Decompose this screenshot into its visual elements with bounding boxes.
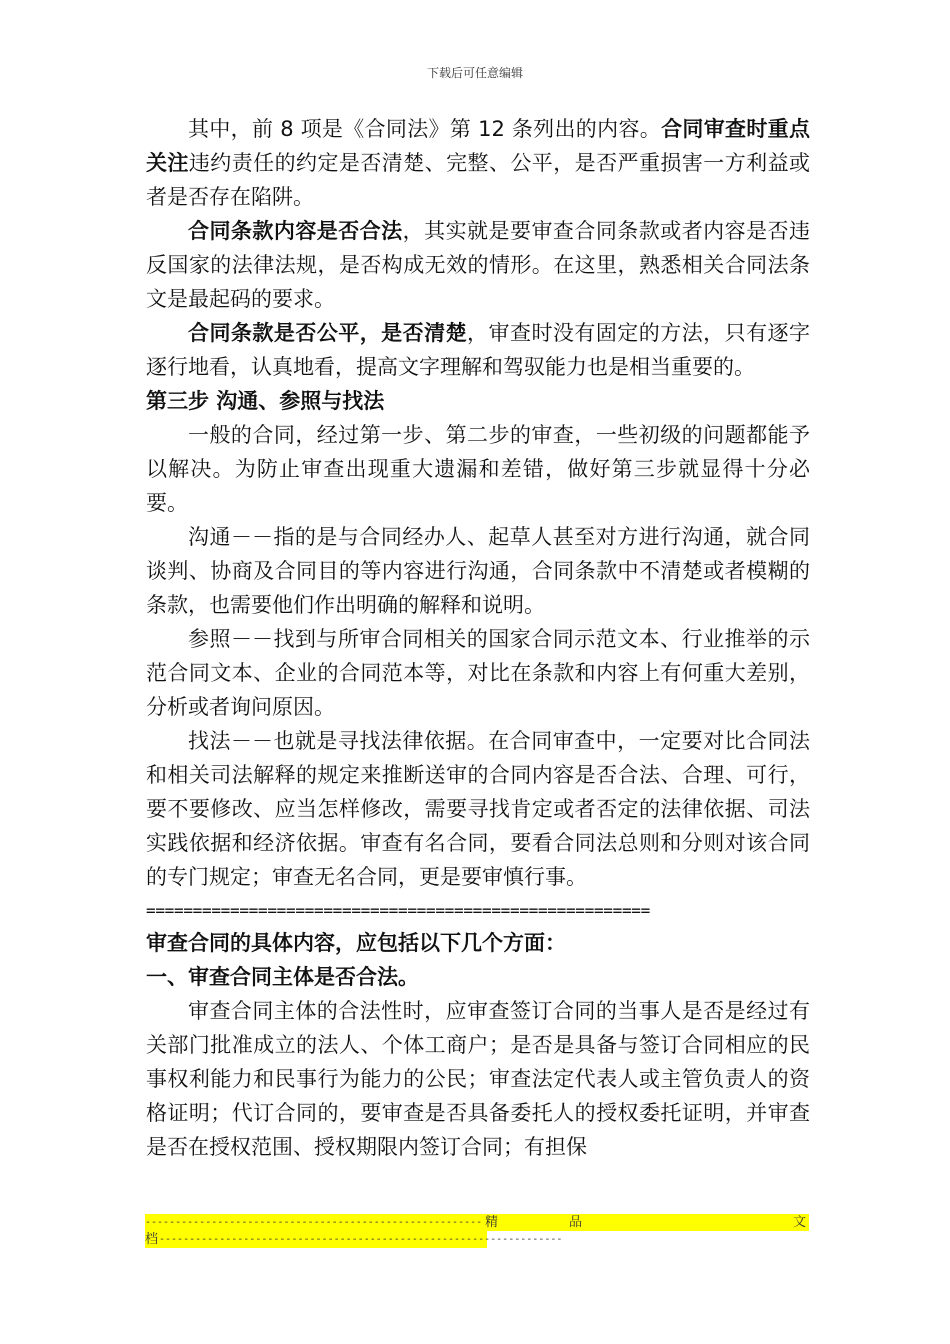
bold-text: 合同条款内容是否合法 [188,219,403,243]
document-body [146,112,810,1164]
paragraph-reference: 参照－－找到与所审合同相关的国家合同示范文本、行业推举的示范合同文本、企业的合同范本等，对比在条款和内容上有何重大差别，分析或者询问原因。 [146,627,810,719]
footer-char: 文 [793,1215,807,1230]
footer-char: 精 [485,1215,499,1230]
bold-text: 合同条款是否公平，是否清楚 [188,321,468,345]
paragraph-subject-legality: 审查合同主体的合法性时，应审查签订合同的当事人是否是经过有关部门批准成立的法人、个体工商户；是否是具备与签订合同相应的民事权利能力和民事行为能力的公民；审查法定代表人或主管负责人的资格证明；代订合同的，要审查是否具备委托人的授权委托证明，并审查是否在授权范围、授权期限内签订合同；有担保 [146,999,810,1159]
paragraph-legality [146,214,810,316]
text: 违约责任的约定是否清楚、完整、公平，是否严重损害一方利益或者是否存在陷阱。 [146,151,811,209]
header-note: 下载后可任意编辑 [426,66,523,80]
paragraph-communicate: 沟通－－指的是与合同经办人、起草人甚至对方进行沟通，就合同谈判、协商及合同目的等内容进行沟通，合同条款中不清楚或者模糊的条款，也需要他们作出明确的解释和说明。 [146,525,810,617]
divider-line: ====================================================== [146,901,650,920]
text: ，其实就是要审查合同条款或者内容是否违反国家的法律法规，是否构成无效的情形。在这里，熟悉相关合同法条文是最起码的要求。 [146,219,811,311]
paragraph-find-law: 找法－－也就是寻找法律依据。在合同审查中，一定要对比合同法和相关司法解释的规定来推断送审的合同内容是否合法、合理、可行，要不要修改、应当怎样修改，需要寻找肯定或者否定的法律依据、司法实践依据和经济依据。审查有名合同，要看合同法总则和分则对该合同的专门规定；审查无名合同，更是要审慎行事。 [146,729,810,889]
footer-line-1 [145,1214,809,1231]
footer-char: 档 [145,1232,159,1247]
heading-specific-content: 审查合同的具体内容，应包括以下几个方面： [146,931,566,955]
heading-section-one: 一、审查合同主体是否合法。 [146,965,419,989]
footer-banner [145,1214,809,1248]
text: 其中，前 8 项是《合同法》第 12 条列出的内容。 [188,117,662,141]
footer-dashes: -------------------------------------------------------- [145,1217,483,1228]
bold-text: 合同审查时重点关注 [146,117,810,175]
paragraph-step-three-intro: 一般的合同，经过第一步、第二步的审查，一些初级的问题都能予以解决。为防止审查出现重大遗漏和差错，做好第三步就显得十分必要。 [146,423,810,515]
paragraph-contract-focus [146,112,810,214]
heading-step-three: 第三步 沟通、参照与找法 [146,389,385,413]
paragraph-fairness [146,316,810,384]
footer-line-2 [145,1231,563,1248]
footer-char: 品 [569,1215,583,1230]
footer-dashes: ------------------------------------------------------------------- [159,1234,563,1245]
text: ，审查时没有固定的方法，只有逐字逐行地看，认真地看，提高文字理解和驾驭能力也是相当重要的。 [146,321,811,379]
